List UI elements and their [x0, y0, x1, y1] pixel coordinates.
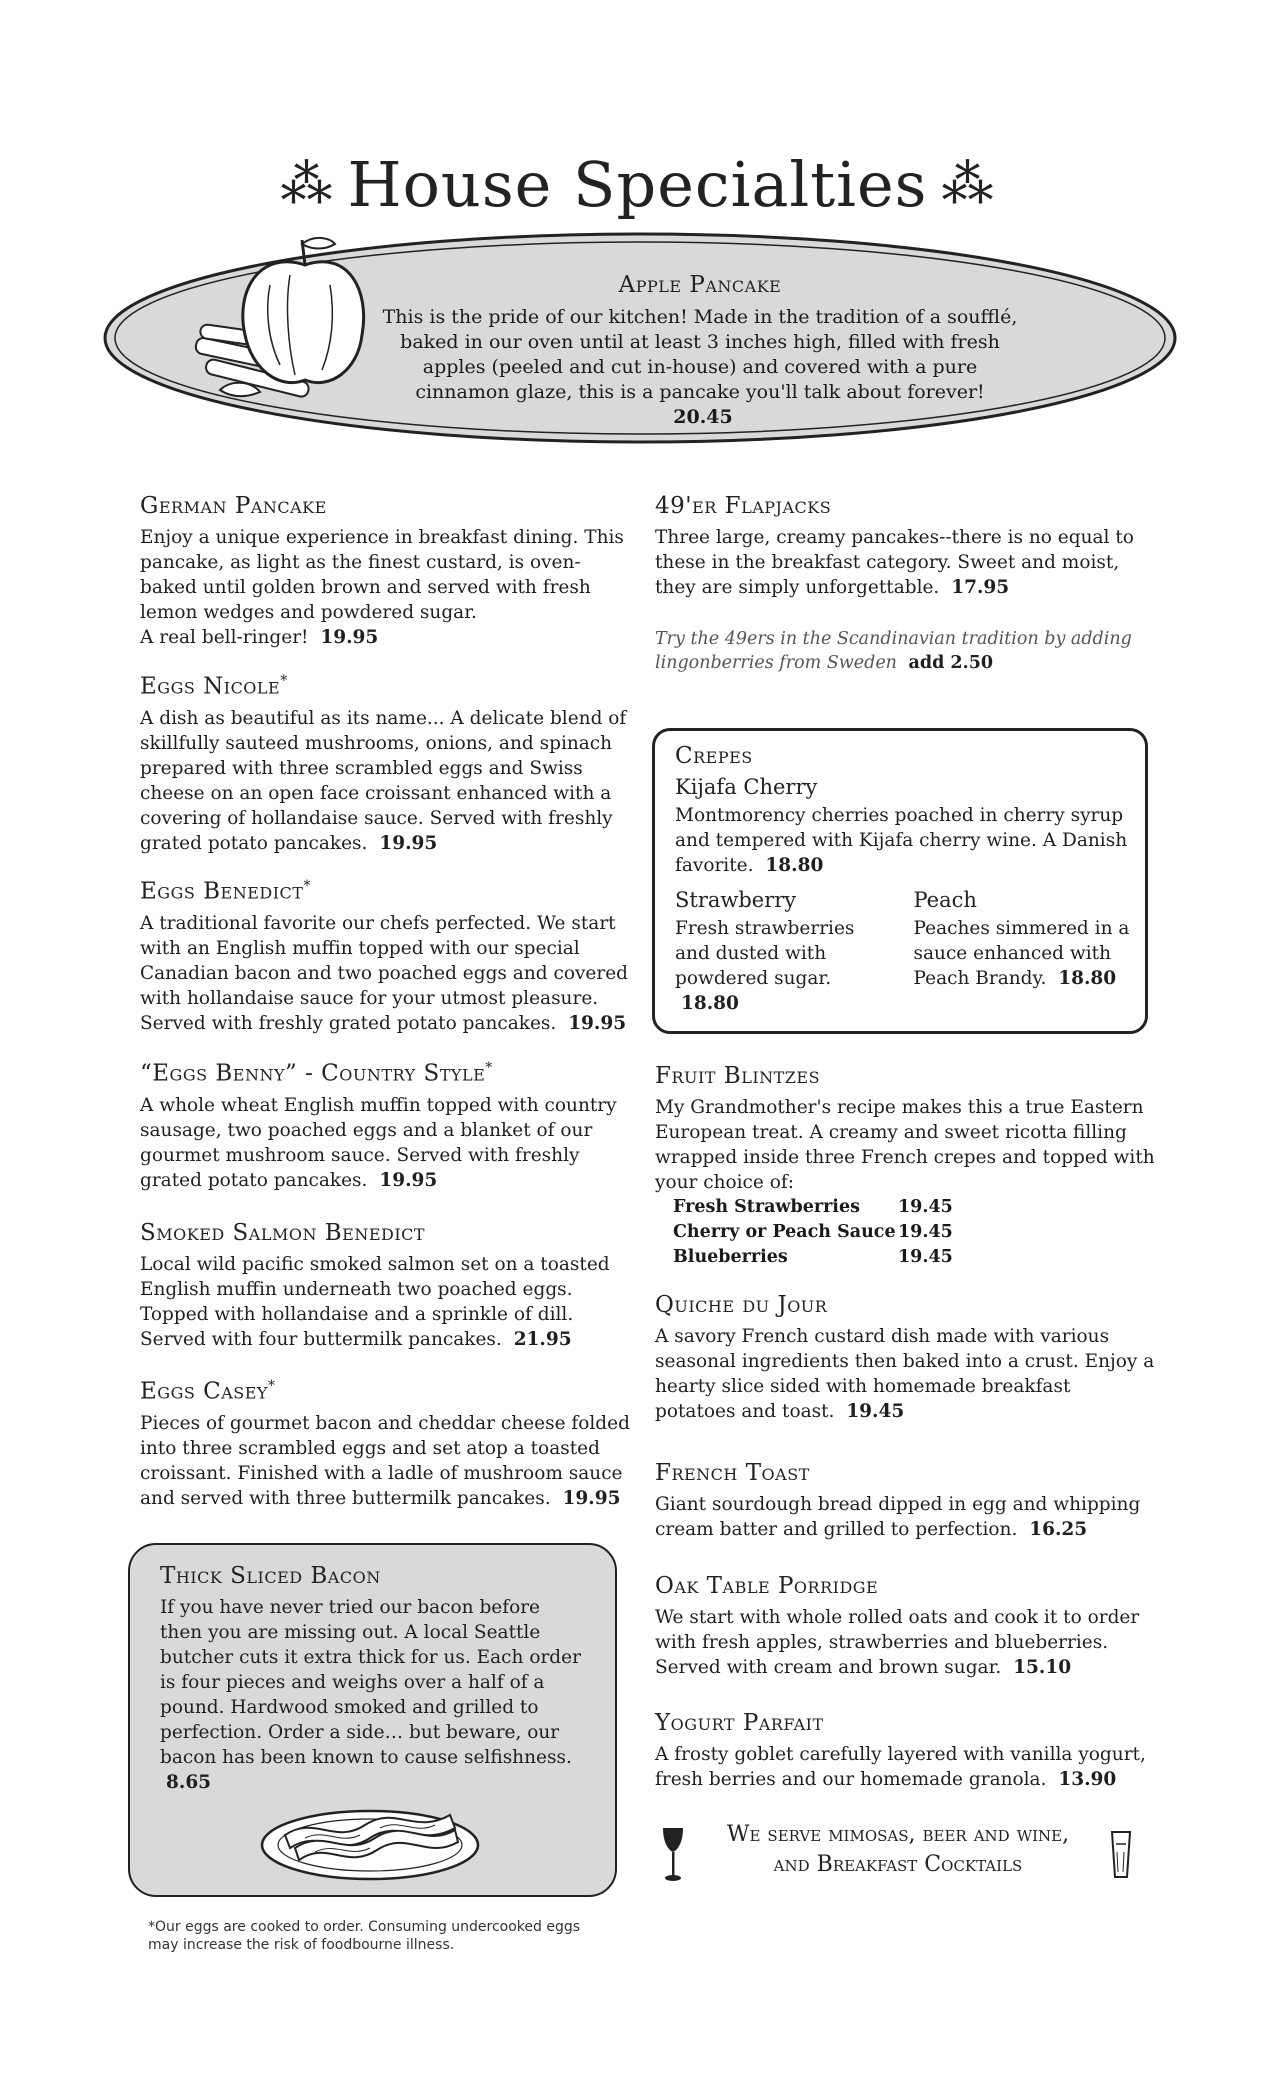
- menu-item-smoked-salmon-benedict: [140, 1220, 630, 1352]
- crepe-strawberry: [675, 888, 892, 1016]
- item-text: Fresh strawberries and dusted with powdered sugar.: [675, 918, 855, 989]
- item-description: [140, 1093, 630, 1193]
- menu-item-porridge: [655, 1573, 1155, 1680]
- item-title: German Pancake: [140, 493, 327, 519]
- menu-item-quiche: [655, 1292, 1155, 1424]
- item-text: Peaches simmered in a sauce enhanced with Peach Brandy.: [913, 918, 1130, 989]
- blintz-option: [655, 1195, 1155, 1220]
- item-description: [140, 525, 630, 650]
- apple-pancake-description: [380, 305, 1020, 430]
- item-text: Three large, creamy pancakes--there is no equal to these in the breakfast category. Sweet and moist, they are simply unforgettable.: [655, 527, 1134, 598]
- blintz-option: [655, 1245, 1155, 1270]
- menu-item-flapjacks: [655, 493, 1145, 600]
- item-text: A whole wheat English muffin topped with country sausage, two poached eggs and a blanket of our gourmet mushroom sauce. Served with freshly grated potato pancakes.: [140, 1094, 617, 1191]
- item-price: 13.90: [1058, 1769, 1117, 1790]
- menu-item-fruit-blintzes: [655, 1063, 1155, 1270]
- option-price: 19.45: [898, 1222, 953, 1242]
- lingonberry-addon: [655, 627, 1145, 675]
- option-name: Cherry or Peach Sauce: [673, 1222, 896, 1242]
- drinks-text: [688, 1820, 1108, 1880]
- page-title: House Specialties: [347, 148, 928, 221]
- item-description: [655, 1492, 1155, 1542]
- item-description: [655, 1605, 1155, 1680]
- crepe-peach-title: Peach: [913, 888, 977, 912]
- item-text: A savory French custard dish made with various seasonal ingredients then baked into a crust. Enjoy a hearty slice sided with homemade breakfast potatoes and toast.: [655, 1326, 1155, 1422]
- option-name: Blueberries: [673, 1247, 788, 1267]
- item-title: Fruit Blintzes: [655, 1063, 821, 1089]
- menu-item-eggs-benny: [140, 1060, 630, 1193]
- menu-item-german-pancake: [140, 493, 630, 650]
- item-description: [655, 525, 1145, 600]
- item-title: Eggs Casey: [140, 1378, 268, 1405]
- flourish-right-icon: ⁂: [941, 154, 995, 215]
- item-title: Quiche du Jour: [655, 1292, 828, 1318]
- item-price: 16.25: [1029, 1519, 1088, 1540]
- menu-item-eggs-benedict: [140, 878, 630, 1036]
- item-star: *: [303, 878, 311, 894]
- crepe-strawberry-description: [675, 916, 892, 1016]
- item-title: Yogurt Parfait: [655, 1710, 824, 1736]
- item-price: 8.65: [166, 1772, 212, 1793]
- item-text: If you have never tried our bacon before then you are missing out. A local Seattle butcher cuts it extra thick for us. Each order is four pieces and weighs over a half of a pound. Hardwood smoked and grilled to perfection. Order a side… but beware, our bacon has been known to cause selfishness.: [160, 1597, 581, 1768]
- item-title: French Toast: [655, 1460, 810, 1486]
- crepes-box: [652, 728, 1148, 1034]
- drinks-line-1: We serve mimosas, beer and wine,: [726, 1822, 1070, 1847]
- item-title: “Eggs Benny” - Country Style: [140, 1060, 486, 1087]
- option-name: Fresh Strawberries: [673, 1197, 860, 1217]
- item-title: Eggs Benedict: [140, 878, 304, 905]
- item-description: My Grandmother's recipe makes this a true Eastern European treat. A creamy and sweet ricotta filling wrapped inside three French crepes and topped with your choice of:: [655, 1097, 1155, 1193]
- item-price: 19.95: [320, 627, 379, 648]
- item-price: 21.95: [513, 1329, 572, 1350]
- blintz-option: [655, 1220, 1155, 1245]
- option-price: 19.45: [898, 1197, 953, 1217]
- item-title: Oak Table Porridge: [655, 1573, 879, 1599]
- menu-item-eggs-casey: [140, 1378, 630, 1511]
- crepe-peach-description: [914, 916, 1131, 991]
- menu-item-yogurt-parfait: [655, 1710, 1155, 1792]
- item-description: [140, 706, 630, 856]
- item-text: Pieces of gourmet bacon and cheddar cheese folded into three scrambled eggs and set atop a toasted croissant. Finished with a ladle of mushroom sauce and served with three buttermilk pancakes.: [140, 1412, 630, 1509]
- item-text: Local wild pacific smoked salmon set on a toasted English muffin underneath two poached eggs. Topped with hollandaise and a sprinkle of dill. Served with four buttermilk pancakes.: [140, 1254, 610, 1350]
- crepe-kijafa-title: Kijafa Cherry: [675, 775, 818, 799]
- item-text: A dish as beautiful as its name... A delicate blend of skillfully sauteed mushrooms, onions, and spinach prepared with three scrambled eggs and Swiss cheese on an open face croissant enhanced with a covering of hollandaise sauce. Served with freshly grated potato pancakes.: [140, 707, 627, 854]
- crepe-peach: [914, 888, 1131, 1016]
- item-title: Smoked Salmon Benedict: [140, 1220, 426, 1246]
- item-price: 19.95: [568, 1012, 627, 1034]
- item-title: Eggs Nicole: [140, 673, 281, 700]
- drinks-line-2: and Breakfast Cocktails: [773, 1852, 1023, 1877]
- crepe-columns: [675, 888, 1130, 1016]
- apple-pancake-price: 20.45: [673, 406, 733, 428]
- addon-price: add 2.50: [908, 653, 994, 673]
- item-title-row: [140, 878, 630, 905]
- wine-glass-icon: [660, 1826, 686, 1886]
- crepe-kijafa-description: [675, 803, 1130, 878]
- item-description: [655, 1324, 1155, 1424]
- item-description: [140, 1411, 630, 1511]
- item-description: [655, 1742, 1155, 1792]
- item-star: *: [280, 673, 288, 689]
- item-star: *: [267, 1378, 276, 1394]
- item-title-row: [140, 1378, 630, 1405]
- item-title-row: [140, 673, 630, 700]
- item-text: Giant sourdough bread dipped in egg and whipping cream batter and grilled to perfection.: [655, 1494, 1141, 1540]
- item-price: 19.45: [846, 1401, 905, 1422]
- item-price: 18.80: [765, 855, 824, 876]
- item-title: 49'er Flapjacks: [655, 493, 832, 519]
- item-description: [140, 911, 630, 1036]
- item-title: Thick Sliced Bacon: [160, 1563, 381, 1589]
- item-text: Montmorency cherries poached in cherry syrup and tempered with Kijafa cherry wine. A Danish favorite.: [675, 805, 1128, 876]
- menu-item-french-toast: [655, 1460, 1155, 1542]
- item-price: 18.80: [681, 993, 739, 1014]
- option-price: 19.45: [898, 1247, 953, 1267]
- item-text: Enjoy a unique experience in breakfast dining. This pancake, as light as the finest custard, is oven-baked until golden brown and served with fresh lemon wedges and powdered sugar.: [140, 527, 624, 623]
- item-description: [160, 1595, 585, 1795]
- bacon-content: [160, 1563, 585, 1795]
- page-title-row: [281, 148, 995, 221]
- item-price: 19.95: [379, 1169, 438, 1191]
- crepes-title: Crepes: [675, 743, 753, 769]
- item-tagline: A real bell-ringer!: [140, 627, 309, 648]
- item-price: 15.10: [1013, 1657, 1072, 1678]
- item-price: 18.80: [1058, 968, 1117, 989]
- beer-glass-icon: [1110, 1830, 1132, 1880]
- item-star: *: [485, 1060, 493, 1076]
- crepes-content: [675, 743, 1130, 1016]
- item-price: 19.95: [379, 832, 438, 854]
- menu-item-eggs-nicole: [140, 673, 630, 856]
- apple-pancake-title: Apple Pancake: [618, 272, 782, 298]
- apple-pancake-text: This is the pride of our kitchen! Made in the tradition of a soufflé, baked in our oven until at least 3 inches high, filled with fresh apples (peeled and cut in-house) and covered with a pure cinnamon glaze, this is a pancake you'll talk about forever!: [382, 306, 1018, 403]
- addon-text: Try the 49ers in the Scandinavian tradition by adding lingonberries from Sweden: [655, 629, 1132, 673]
- flourish-left-icon: ⁂: [280, 154, 334, 215]
- bacon-plate-icon: [255, 1790, 485, 1885]
- apple-icon: [190, 230, 390, 420]
- item-price: 17.95: [951, 577, 1010, 598]
- footnote: *Our eggs are cooked to order. Consuming undercooked eggs may increase the risk of foodbourne illness.: [148, 1919, 581, 1953]
- item-title-row: [140, 1060, 630, 1087]
- item-text: A traditional favorite our chefs perfected. We start with an English muffin topped with our special Canadian bacon and two poached eggs and covered with hollandaise sauce for your utmost pleasure. Served with freshly grated potato pancakes.: [140, 912, 629, 1034]
- item-price: 19.95: [562, 1487, 621, 1509]
- item-text: We start with whole rolled oats and cook it to order with fresh apples, strawberries and blueberries. Served with cream and brown sugar.: [655, 1607, 1140, 1678]
- page-header: [0, 148, 1275, 221]
- item-description: [140, 1252, 630, 1352]
- bacon-callout-box: [128, 1543, 617, 1897]
- crepe-strawberry-title: Strawberry: [675, 888, 797, 912]
- item-text: A frosty goblet carefully layered with vanilla yogurt, fresh berries and our homemade granola.: [655, 1744, 1146, 1790]
